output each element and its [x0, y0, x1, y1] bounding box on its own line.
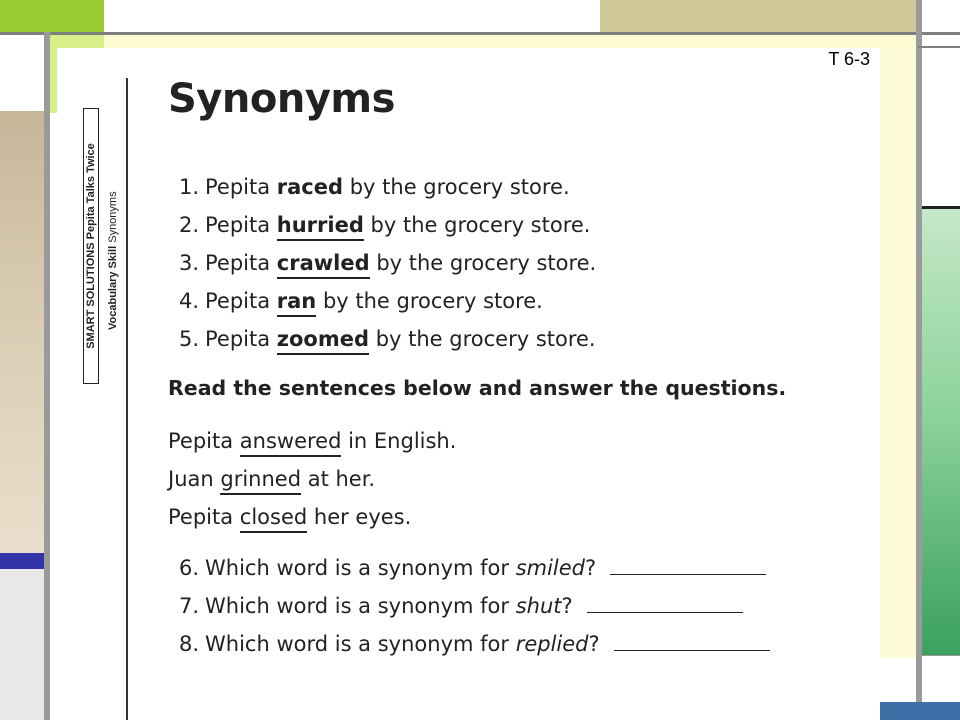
sentence-row [179, 329, 596, 350]
reading-subject: Pepita [168, 505, 240, 529]
bottom-blue-bar [880, 702, 960, 720]
right-cream-strip [880, 48, 916, 658]
sentence-rest: by the grocery store. [363, 213, 591, 237]
sentence-rest: by the grocery store. [316, 289, 543, 313]
sentence-row [179, 177, 570, 198]
sentence-verb: raced [276, 175, 344, 199]
question-row [179, 596, 743, 617]
answer-blank[interactable] [614, 650, 770, 651]
sentence-row [179, 215, 590, 236]
sentence-number: 3. [179, 251, 200, 275]
sentence-number: 5. [179, 327, 200, 351]
question-mark: ? [561, 594, 573, 618]
question-text: Which word is a synonym for [205, 632, 516, 656]
left-panel-top [0, 35, 44, 111]
sentence-subject: Pepita [205, 175, 277, 199]
left-panel-blue [0, 553, 44, 569]
question-text: Which word is a synonym for [205, 594, 516, 618]
reading-word: answered [240, 429, 342, 457]
question-mark: ? [588, 632, 600, 656]
instruction-text: Read the sentences below and answer the questions. [168, 376, 787, 400]
side-labels [83, 108, 119, 384]
sentence-verb: hurried [277, 213, 364, 241]
reading-row [168, 507, 411, 528]
sentence-row [179, 253, 596, 274]
sentence-subject: Pepita [205, 289, 277, 313]
question-row [179, 634, 770, 655]
sentence-verb: crawled [277, 251, 370, 279]
sentence-rest: by the grocery store. [369, 327, 596, 351]
question-word: replied [515, 632, 589, 656]
left-divider [44, 32, 50, 720]
worksheet-title: Synonyms [168, 76, 395, 122]
skill-label: Vocabulary Skill Synonyms [107, 191, 119, 330]
top-right-bar [918, 0, 960, 32]
sentence-subject: Pepita [205, 251, 277, 275]
sentence-verb: zoomed [277, 327, 369, 355]
reading-word: grinned [220, 467, 301, 495]
top-green-bar [0, 0, 104, 32]
reading-rest: her eyes. [307, 505, 412, 529]
sentence-rest: by the grocery store. [343, 175, 570, 199]
reading-word: closed [240, 505, 307, 533]
reading-subject: Pepita [168, 429, 240, 453]
top-white-bar [104, 0, 600, 33]
question-number: 8. [179, 632, 200, 656]
slide-code: T 6-3 [828, 49, 870, 69]
top-tan-bar [600, 0, 918, 32]
question-row [179, 558, 766, 579]
sentence-number: 4. [179, 289, 200, 313]
sentence-rest: by the grocery store. [369, 251, 597, 275]
question-word: smiled [515, 556, 586, 580]
question-word: shut [515, 594, 562, 618]
sentence-number: 2. [179, 213, 200, 237]
right-top-rule [918, 46, 960, 48]
reading-row [168, 469, 375, 490]
program-label: SMART SOLUTIONS Pepita Talks Twice [83, 108, 99, 384]
question-mark: ? [585, 556, 597, 580]
sentence-number: 1. [179, 175, 200, 199]
answer-blank[interactable] [610, 574, 766, 575]
reading-rest: in English. [341, 429, 457, 453]
left-panel-tan [0, 111, 44, 555]
reading-row [168, 431, 456, 452]
sentence-subject: Pepita [205, 327, 277, 351]
right-panel-green [922, 209, 960, 655]
right-panel-top [922, 48, 960, 208]
question-number: 6. [179, 556, 200, 580]
sentence-subject: Pepita [205, 213, 277, 237]
worksheet [57, 48, 880, 720]
reading-subject: Juan [168, 467, 221, 491]
sentence-verb: ran [277, 289, 316, 317]
question-number: 7. [179, 594, 200, 618]
sentence-row [179, 291, 543, 312]
question-text: Which word is a synonym for [205, 556, 516, 580]
reading-rest: at her. [301, 467, 376, 491]
margin-rule [126, 78, 128, 720]
answer-blank[interactable] [587, 612, 743, 613]
left-panel-bottom [0, 569, 44, 720]
